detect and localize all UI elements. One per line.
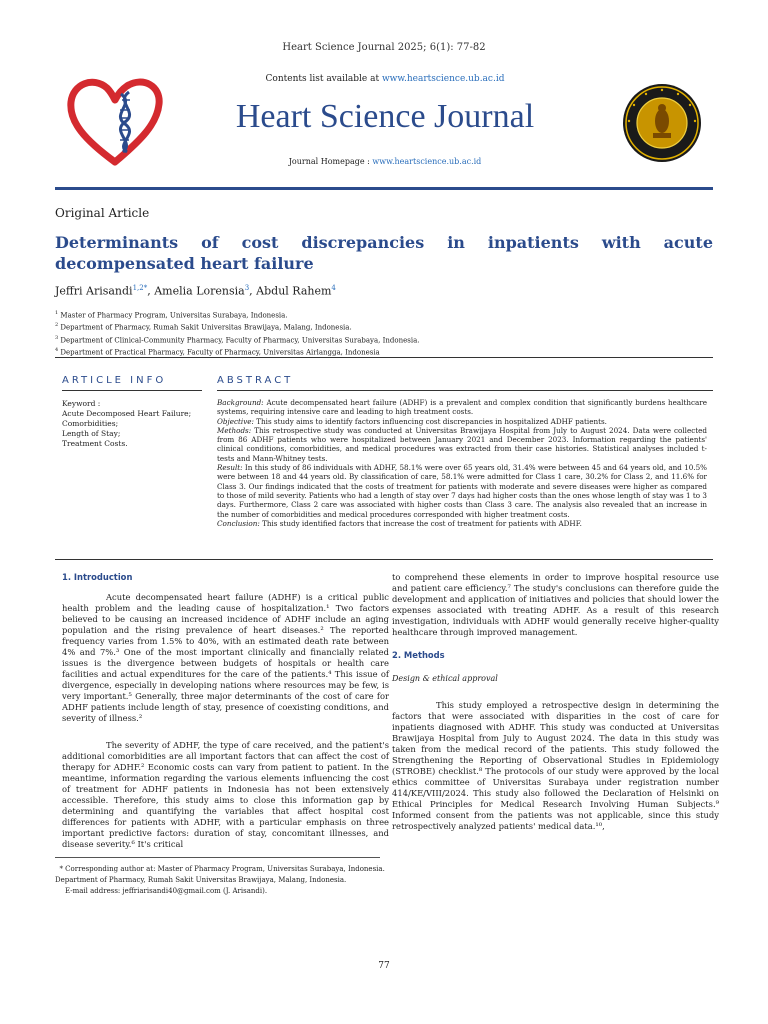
abstract-label: Methods: [217, 425, 252, 435]
body-paragraph: This study employed a retrospective design in determining the factors that were associated with disparities in the cost of care for inpatients diagnosed with ADHF. This study was conducted at Universitas Brawijaya Hospital from July to August 2024. The data in this study was taken from the medical record of the patients. This study followed the Strengthening the Reporting of Observational Studies in Epidemiology (STROBE) checklist.⁸ The protocols of our study were approved by the local ethics committee of Universitas Surabaya under registration number 414/KE/VIII/2024. This study also followed the Declaration of Helsinki on Ethical Principles for Medical Research Involving Human Subjects.⁹ Informed consent from the patients was not applicable, since this study retrospectively analyzed patients' medical data.¹⁰, [392, 700, 719, 831]
keyword-item: Treatment Costs. [62, 439, 128, 448]
affiliation-text: Department of Clinical-Community Pharmacy, Faculty of Pharmacy, Universitas Surabaya, Indonesia. [60, 335, 420, 344]
abstract-text: This study identified factors that increase the cost of treatment for patients with ADHF. [259, 518, 582, 528]
heart-logo-icon [65, 70, 165, 170]
affiliation-item [55, 320, 715, 332]
article-type: Original Article [55, 206, 150, 220]
footnote-line [55, 864, 455, 875]
abstract-text: Acute decompensated heart failure (ADHF) is a prevalent and complex condition that significantly burdens healthcare systems, requiring intensive care and leading to high treatment costs. [217, 398, 707, 417]
author-affil-mark[interactable]: 3 [244, 284, 250, 292]
journal-title: Heart Science Journal [235, 98, 535, 135]
abstract-heading: ABSTRACT [217, 375, 294, 386]
homepage-prefix: Journal Homepage : [288, 157, 373, 166]
affiliation-text: Master of Pharmacy Program, Universitas Surabaya, Indonesia. [60, 311, 288, 320]
author-name: Abdul Rahem [256, 284, 332, 298]
subsection-heading: Design & ethical approval [392, 674, 498, 683]
author-list [55, 284, 336, 298]
author-name: Jeffri Arisandi [55, 284, 133, 298]
abstract-objective [217, 417, 707, 426]
affiliation-text: Department of Pharmacy, Rumah Sakit Universitas Brawijaya, Malang, Indonesia. [60, 323, 352, 332]
body-column-right [392, 572, 719, 832]
affiliation-number: 2 [55, 322, 59, 329]
abstract-result [217, 463, 707, 519]
contents-prefix: Contents list available at [265, 74, 382, 84]
footnote-divider [55, 857, 380, 858]
article-info-heading: ARTICLE INFO [62, 375, 167, 386]
abstract-methods [217, 426, 707, 463]
affiliation-number: 4 [55, 346, 59, 353]
abstract-label: Result: [217, 463, 243, 473]
methods-heading: 2. Methods [392, 650, 445, 660]
university-seal-icon [622, 83, 702, 163]
keyword-item: Comorbidities; [62, 419, 119, 428]
footnote-star: * [59, 865, 63, 873]
footnote-text: Corresponding author at: Master of Pharmacy Program, Universitas Surabaya, Indonesia. [62, 865, 385, 873]
author-affil-mark[interactable]: 1,2* [132, 284, 148, 292]
journal-citation: Heart Science Journal 2025; 6(1): 77-82 [282, 42, 486, 53]
abstract-conclusion [217, 519, 707, 528]
body-paragraph: The severity of ADHF, the type of care received, and the patient's additional comorbidities are all important factors that can affect the cost of therapy for ADHF.² Economic costs can vary from patient to patient. In the meantime, information regarding the various elements influencing the cost of treatment for ADHF patients in Indonesia has not been extensively accessible. Therefore, this study aims to close this information gap by determining and quantifying the variables that affect hospital cost differences for patients with ADHF, with a particular emphasis on three important predictive factors: duration of stay, concomitant illnesses, and disease severity.⁶ It's critical [62, 740, 389, 849]
affiliation-item [55, 333, 715, 345]
affiliation-text: Department of Practical Pharmacy, Faculty of Pharmacy, Universitas Airlangga, Indonesia [60, 348, 380, 357]
abstract-label: Conclusion: [217, 518, 260, 528]
section-divider [55, 559, 713, 560]
footnote-email[interactable]: E-mail address: jeffriarisandi40@gmail.com (J. Arisandi). [65, 887, 268, 895]
affiliation-number: 3 [55, 334, 59, 341]
page-number: 77 [378, 961, 390, 971]
contents-link[interactable]: www.heartscience.ub.ac.id [381, 74, 505, 84]
body-paragraph: Acute decompensated heart failure (ADHF) is a critical public health problem and the leading cause of hospitalization.¹ Two factors believed to be causing an increased incidence of ADHF include an aging population and the rising prevalence of heart diseases.² The reported frequency varies from 1.5% to 40%, with an estimated death rate between 4% and 7%.³ One of the most important clinically and financially related issues is the divergence between budgets of hospitals or health care facilities and actual expenditures for the care of the patients.⁴ This issue of divergence, especially in developing nations where resources may be few, is very important.⁵ Generally, three major determinants of the cost of care for ADHF patients include length of stay, presence of coexisting conditions, and severity of illness.² [62, 592, 389, 723]
keyword-item: Acute Decomposed Heart Failure; [62, 409, 192, 418]
homepage-link[interactable]: www.heartscience.ub.ac.id [372, 157, 482, 166]
article-title: Determinants of cost discrepancies in inpatients with acute decompensated heart failure [55, 233, 713, 273]
info-divider [62, 390, 202, 391]
abstract-background [217, 398, 707, 417]
abstract-body [217, 398, 707, 528]
abstract-label: Background: [217, 398, 264, 407]
keyword-item: Length of Stay; [62, 429, 121, 438]
footnote-line [55, 886, 455, 897]
body-column-left [62, 572, 389, 850]
header-divider [55, 187, 713, 190]
body-paragraph: to comprehend these elements in order to improve hospital resource use and patient care efficiency.⁷ The study's conclusions can therefore guide the development and application of initiatives and policies that should lower the expenses associated with treating ADHF. As a result of this research investigation, individuals with ADHF would generally receive higher-quality healthcare through improved management. [392, 572, 719, 637]
affiliation-number: 1 [55, 310, 59, 316]
affiliation-item [55, 345, 715, 357]
footnote-line: Department of Pharmacy, Rumah Sakit Universitas Brawijaya, Malang, Indonesia. [55, 876, 347, 884]
affiliation-item [55, 308, 715, 320]
author-separator: , [147, 284, 155, 298]
section-divider [55, 357, 713, 358]
author-name: Amelia Lorensia [154, 284, 245, 298]
abstract-text: This study aims to identify factors influencing cost discrepancies in hospitalized ADHF patients. [253, 416, 607, 426]
abstract-text: This retrospective study was conducted at Universitas Brawijaya Hospital from July to August 2024. Data were collected from 86 ADHF patients who were hospitalized between January 2021 and December 2023. Information regarding the patients' clinical conditions, comorbidities, and medical procedures was extracted from their case histories. Statistical analyses included t-tests and Mann-Whitney tests. [217, 425, 707, 463]
abstract-label: Objective: [217, 416, 254, 426]
keyword-list [62, 399, 207, 449]
author-affil-mark[interactable]: 4 [331, 284, 336, 292]
abstract-text: In this study of 86 individuals with ADHF, 58.1% were over 65 years old, 31.4% were between 45 and 64 years old, and 10.5% were between 18 and 44 years old. By classification of care, 58.1% were admitted for Class 1 care, 30.2% for Class 2, and 11.6% for Class 3. Our findings indicated that the costs of treatment for patients with moderate and severe diseases were higher as compared to those of mild severity. Patients who had a length of stay over 7 days had higher costs than the ones whose length of stay was 1 to 3 days. Furthermore, Class 2 care was associated with higher costs than Class 3 care. The analysis also revealed that an increase in the number of comorbidities and medical procedures corresponded with higher treatment costs. [217, 463, 707, 519]
abstract-divider [217, 390, 713, 391]
introduction-heading: 1. Introduction [62, 572, 133, 582]
keyword-label: Keyword : [62, 399, 101, 408]
corresponding-author-footnote [55, 864, 455, 897]
author-separator: , [249, 284, 257, 298]
affiliation-list [55, 308, 715, 357]
